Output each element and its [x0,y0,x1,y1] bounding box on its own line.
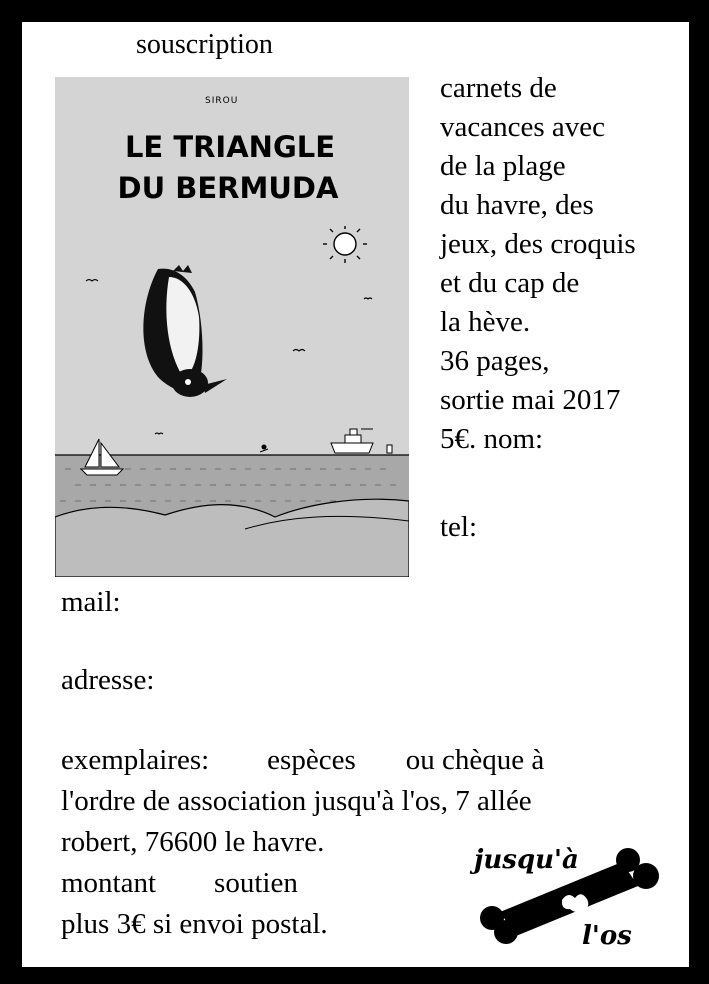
description-line: carnets de [440,72,557,104]
order-line-1 [61,740,544,781]
description-line: jeux, des croquis [440,228,636,260]
address-label: adresse: [61,664,155,696]
description-line: vacances avec [440,111,606,143]
association-logo [470,840,680,958]
bone-icon [470,840,680,958]
book-description [440,69,685,459]
support-label: soutien [214,867,298,899]
copies-label: exemplaires: [61,744,210,776]
description-line: sortie mai 2017 [440,384,621,416]
sand-dune [55,499,409,577]
logo-text-bottom: l'os [582,921,632,951]
tel-label: tel: [440,511,478,543]
order-line-2: l'ordre de association jusqu'à l'os, 7 allée [61,785,532,817]
cover-title-line2: DU BERMUDA [117,171,339,205]
order-line-3: robert, 76600 le havre. [61,826,325,858]
description-line: et du cap de [440,267,580,299]
description-line: la hève. [440,306,531,338]
cover-illustration [55,77,409,577]
description-line: 36 pages, [440,345,550,377]
cover-author: SIROU [205,96,239,106]
cash-label: espèces [267,744,356,776]
buoy-icon [387,445,392,453]
logo-text-top: jusqu'à [474,845,579,875]
order-line-5: plus 3€ si envoi postal. [61,908,328,940]
amount-label: montant [61,867,157,899]
page-title: souscription [136,29,273,60]
description-line: 5€. nom: [440,423,544,455]
description-line: de la plage [440,150,566,182]
mail-label: mail: [61,586,121,618]
subscription-sheet [22,22,689,967]
cover-title-line1: LE TRIANGLE [124,130,336,164]
description-line: du havre, des [440,189,594,221]
cheque-label: ou chèque à [405,744,545,776]
book-cover [55,77,409,577]
